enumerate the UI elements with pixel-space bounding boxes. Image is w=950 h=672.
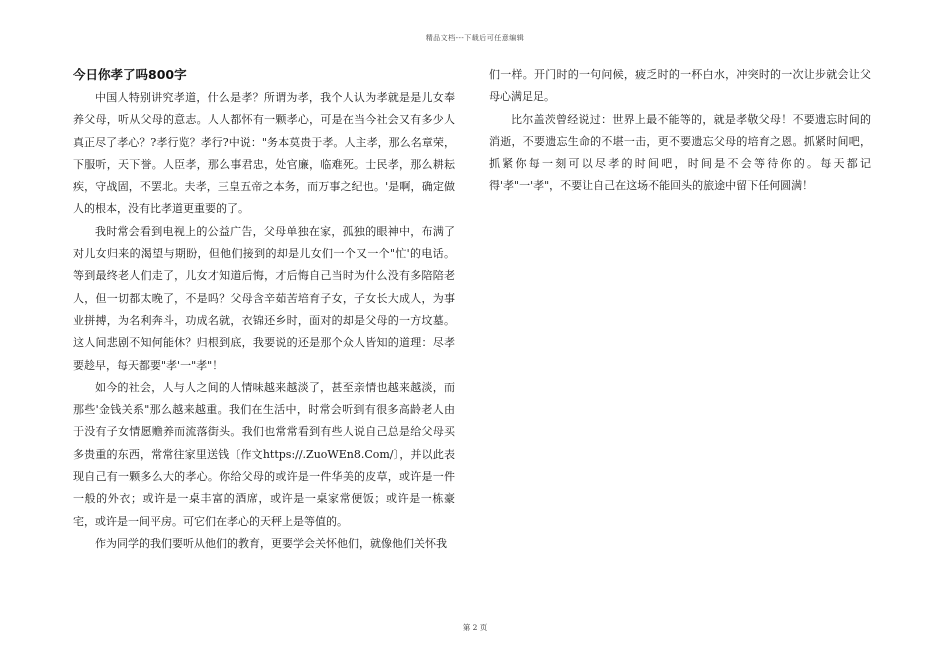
paragraph: 比尔盖茨曾经说过：世界上最不能等的，就是孝敬父母！不要遗忘时间的消逝，不要遗忘生命的不堪一击，更不要遗忘父母的培育之恩。抓紧时间吧，抓紧你每一刻可以尽孝的时间吧，时间是不会等待你的。每天都记得'孝"一'孝"，不要让自己在这场不能回头的旅途中留下任何圆满！ <box>489 112 871 193</box>
article-title: 今日你孝了吗800字 <box>73 67 187 82</box>
paragraph: 我时常会看到电视上的公益广告，父母单独在家，孤独的眼神中，布满了对儿女归来的渴望与期盼，但他们接到的却是儿女们一个又一个"忙'的电话。等到最终老人们走了，儿女才知道后悔，才后悔自己当时为什么没有多陪陪老人，但一切都太晚了，不是吗？父母含辛茹苦培育子女，子女长大成人，为事业拼搏，为名利奔斗，功成名就，衣锦还乡时，面对的却是父母的一方坟墓。这人间悲剧不知何能休？归根到底，我要说的还是那个众人皆知的道理：尽孝要趁早，每天都要"孝'一"孝"！ <box>73 224 455 372</box>
page-number: 第 2 页 <box>462 623 488 632</box>
paragraph-continued: 们一样。开门时的一句问候，疲乏时的一杯白水，冲突时的一次让步就会让父母心满足足。 <box>489 68 871 104</box>
paragraph: 作为同学的我们要听从他们的教育，更要学会关怀他们，就像他们关怀我 <box>95 536 447 550</box>
paragraph: 如今的社会，人与人之间的人情味越来越淡了，甚至亲情也越来越淡，而那些'金钱关系"那么越来越重。我们在生活中，时常会听到有很多高龄老人由于没有子女情愿赡养而流落街头。我们也常常看到有些人说自己总是给父母买多贵重的东西，常常往家里送钱〔作文https://.ZuoWEn8.Com/〕，并以此表现自己有一颗多么大的孝心。你给父母的或许是一件华美的皮草，或许是一件一般的外衣；或许是一桌丰富的酒席，或许是一桌家常便饭；或许是一栋豪宅，或许是一间平房。可它们在孝心的天秤上是等值的。 <box>73 380 455 528</box>
right-column <box>489 64 871 198</box>
left-column <box>73 64 455 555</box>
page-header: 精品文档---下载后可任意编辑 <box>425 34 525 42</box>
paragraph: 中国人特别讲究孝道，什么是孝？所谓为孝，我个人认为孝就是是儿女奉养父母，听从父母的意志。人人都怀有一颗孝心，可是在当今社会又有多少人真正尽了孝心？?孝行览？孝行?中说："务本莫贵于孝。人主孝，那么名章荣，下服听，天下誉。人臣孝，那么事君忠，处官廉，临难死。士民孝，那么耕耘疾，守战固，不罢北。夫孝，三皇五帝之本务，而万事之纪也。'是啊，确定做人的根本，没有比孝道更重要的了。 <box>73 91 455 216</box>
